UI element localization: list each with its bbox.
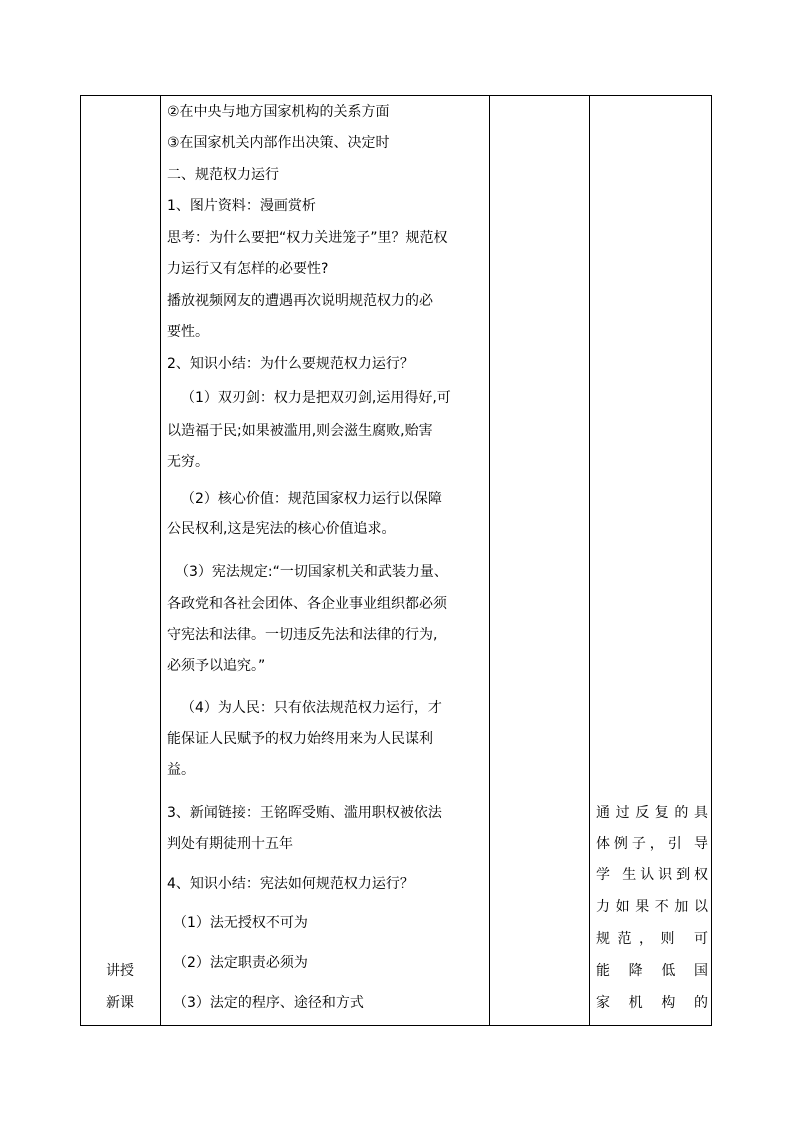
- note-line: 学 生认识到权: [596, 867, 708, 883]
- lesson-line: 守宪法和法律。一切违反先法和法律的行为,: [167, 627, 438, 643]
- section-label-line-2: 新课: [106, 995, 134, 1011]
- lesson-line: 必须予以追究。”: [167, 658, 266, 674]
- note-line: 规范，则 可: [596, 931, 708, 947]
- lesson-line: （1）法无授权不可为: [173, 915, 308, 931]
- note-line: 体例子，引 导: [596, 836, 708, 852]
- lesson-line: （2）核心价值：规范国家权力运行以保障: [181, 491, 442, 507]
- lesson-line: 各政党和各社会团体、各企业事业组织都必须: [167, 596, 447, 612]
- lesson-line: 判处有期徒刑十五年: [167, 836, 293, 852]
- note-line: 通过反复的具: [596, 805, 708, 821]
- lesson-line: 播放视频网友的遭遇再次说明规范权力的必: [167, 293, 433, 309]
- lesson-line: 公民权利,这是宪法的核心价值追求。: [167, 521, 396, 537]
- lesson-line: 1、图片资料：漫画赏析: [167, 198, 316, 214]
- lesson-line: （1）双刃剑：权力是把双刃剑,运用得好,可: [181, 390, 451, 406]
- lesson-line: 二、规范权力运行: [167, 167, 279, 183]
- lesson-line: ②在中央与地方国家机构的关系方面: [167, 104, 390, 120]
- lesson-line: （3）宪法规定:“一切国家机关和武装力量、: [175, 564, 448, 580]
- lesson-line: 能保证人民赋予的权力始终用来为人民谋利: [167, 731, 433, 747]
- lesson-line: 无穷。: [167, 454, 209, 470]
- note-line: 家 机 构 的: [596, 995, 708, 1011]
- lesson-line: （4）为人民：只有依法规范权力运行，才: [181, 700, 442, 716]
- lesson-line: 3、新闻链接：王铭晖受贿、滥用职权被依法: [167, 805, 442, 821]
- lesson-content-cell: [161, 95, 569, 1026]
- lesson-line: （3）法定的程序、途径和方式: [173, 995, 364, 1011]
- lesson-line: 4、知识小结：宪法如何规范权力运行？: [167, 876, 414, 892]
- section-label-line-1: 讲授: [106, 963, 134, 979]
- note-line: 力如果不加以: [596, 899, 708, 915]
- table-border-left: [80, 95, 81, 1026]
- lesson-line: 益。: [167, 762, 195, 778]
- lesson-line: 以造福于民;如果被滥用,则会滋生腐败,贻害: [167, 423, 433, 439]
- note-line: 能 降 低 国: [596, 963, 708, 979]
- lesson-line: （2）法定职责必须为: [173, 955, 308, 971]
- lesson-line: ③在国家机关内部作出决策、决定时: [167, 135, 390, 151]
- lesson-plan-table: [80, 95, 712, 1026]
- lesson-line: 思考：为什么要把“权力关进笼子”里？规范权: [167, 230, 448, 246]
- lesson-line: 要性。: [167, 324, 209, 340]
- lesson-line: 2、知识小结：为什么要规范权力运行？: [167, 356, 414, 372]
- design-intent-cell: [590, 95, 712, 1026]
- lesson-line: 力运行又有怎样的必要性?: [167, 261, 329, 277]
